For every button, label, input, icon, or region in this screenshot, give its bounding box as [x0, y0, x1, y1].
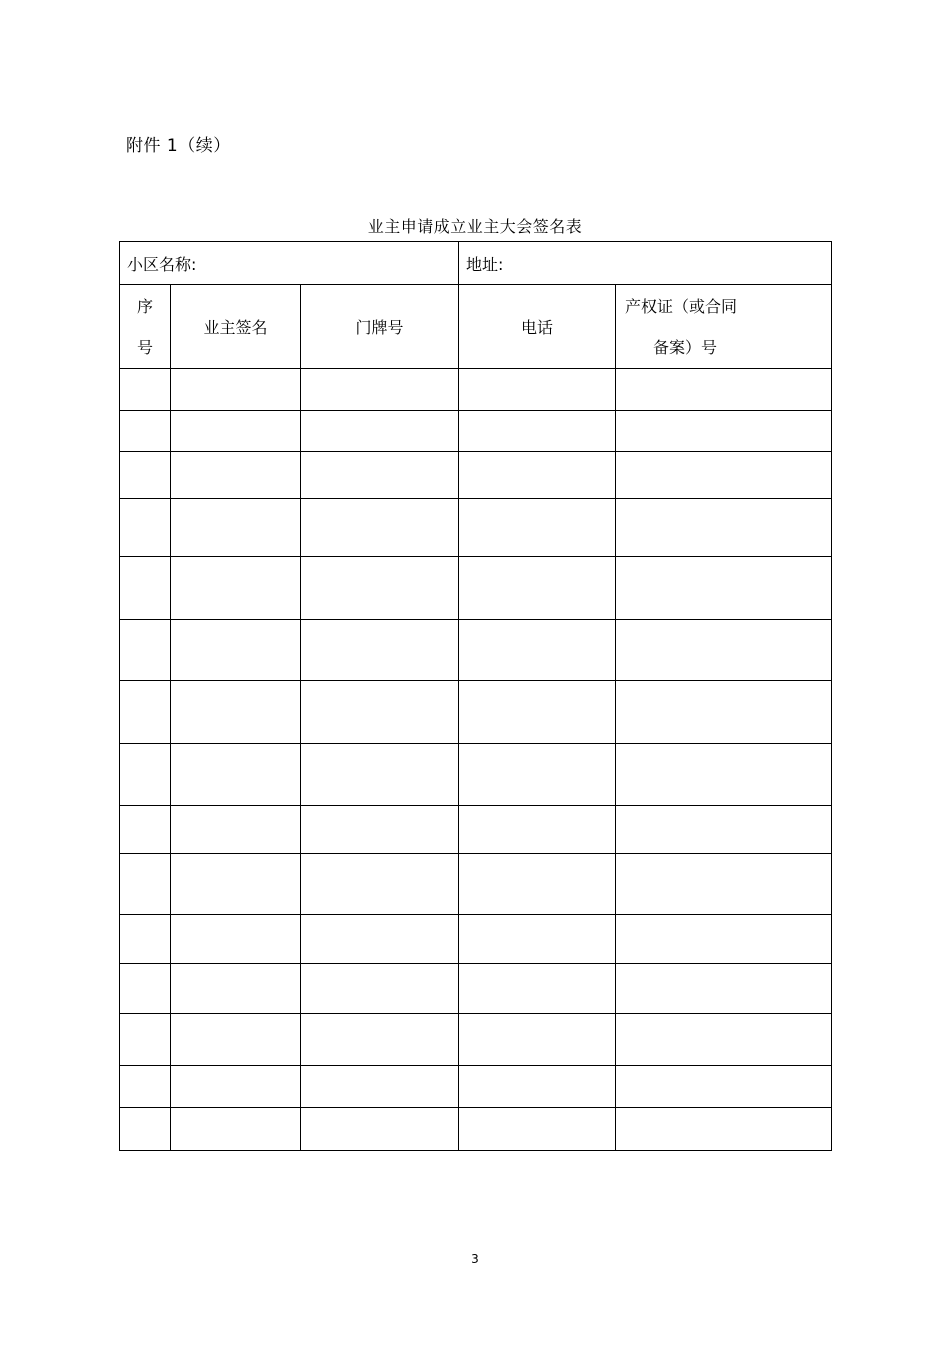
door-number-cell[interactable]	[301, 452, 459, 499]
phone-cell[interactable]	[459, 681, 616, 744]
table-row	[120, 452, 832, 499]
seq-cell[interactable]	[120, 411, 171, 452]
signature-cell[interactable]	[171, 452, 301, 499]
community-name-label: 小区名称:	[127, 254, 197, 274]
certificate-cell[interactable]	[616, 499, 832, 557]
table-row	[120, 964, 832, 1014]
certificate-header-line1: 产权证（或合同	[625, 296, 738, 316]
phone-cell[interactable]	[459, 964, 616, 1014]
table-row	[120, 1108, 832, 1151]
phone-cell[interactable]	[459, 499, 616, 557]
certificate-cell[interactable]	[616, 964, 832, 1014]
certificate-cell[interactable]	[616, 620, 832, 681]
signature-cell[interactable]	[171, 557, 301, 620]
column-header-door-number: 门牌号	[301, 285, 459, 369]
seq-cell[interactable]	[120, 1108, 171, 1151]
certificate-cell[interactable]	[616, 1066, 832, 1108]
door-number-cell[interactable]	[301, 369, 459, 411]
signature-cell[interactable]	[171, 915, 301, 964]
seq-cell[interactable]	[120, 806, 171, 854]
certificate-cell[interactable]	[616, 1108, 832, 1151]
door-number-cell[interactable]	[301, 915, 459, 964]
table-row	[120, 369, 832, 411]
header-row	[120, 285, 832, 369]
certificate-cell[interactable]	[616, 411, 832, 452]
attachment-label: 附件 1（续）	[126, 136, 231, 156]
column-header-owner-signature: 业主签名	[171, 285, 301, 369]
column-header-certificate	[616, 285, 832, 369]
phone-cell[interactable]	[459, 806, 616, 854]
table-row	[120, 681, 832, 744]
seq-header-line1: 序	[136, 296, 153, 316]
phone-cell[interactable]	[459, 1108, 616, 1151]
column-header-phone: 电话	[459, 285, 616, 369]
signature-cell[interactable]	[171, 806, 301, 854]
signature-cell[interactable]	[171, 1108, 301, 1151]
seq-cell[interactable]	[120, 499, 171, 557]
table-row	[120, 806, 832, 854]
phone-cell[interactable]	[459, 854, 616, 915]
door-number-cell[interactable]	[301, 681, 459, 744]
signature-cell[interactable]	[171, 1014, 301, 1066]
phone-cell[interactable]	[459, 411, 616, 452]
seq-header-line2: 号	[136, 337, 153, 357]
signature-cell[interactable]	[171, 1066, 301, 1108]
form-title: 业主申请成立业主大会签名表	[367, 217, 583, 236]
seq-cell[interactable]	[120, 915, 171, 964]
phone-cell[interactable]	[459, 557, 616, 620]
seq-cell[interactable]	[120, 1014, 171, 1066]
seq-cell[interactable]	[120, 557, 171, 620]
door-number-cell[interactable]	[301, 499, 459, 557]
signature-cell[interactable]	[171, 744, 301, 806]
certificate-cell[interactable]	[616, 915, 832, 964]
door-number-cell[interactable]	[301, 557, 459, 620]
address-cell[interactable]	[459, 242, 832, 285]
phone-cell[interactable]	[459, 369, 616, 411]
table-row	[120, 1066, 832, 1108]
door-number-cell[interactable]	[301, 744, 459, 806]
signature-cell[interactable]	[171, 499, 301, 557]
table-row	[120, 411, 832, 452]
seq-cell[interactable]	[120, 452, 171, 499]
phone-cell[interactable]	[459, 620, 616, 681]
certificate-cell[interactable]	[616, 854, 832, 915]
address-label: 地址:	[466, 254, 504, 274]
table-row	[120, 499, 832, 557]
community-name-cell[interactable]	[120, 242, 459, 285]
seq-cell[interactable]	[120, 369, 171, 411]
door-number-cell[interactable]	[301, 411, 459, 452]
certificate-cell[interactable]	[616, 744, 832, 806]
info-row	[120, 242, 832, 285]
phone-cell[interactable]	[459, 1066, 616, 1108]
signature-cell[interactable]	[171, 369, 301, 411]
phone-cell[interactable]	[459, 744, 616, 806]
signature-cell[interactable]	[171, 854, 301, 915]
page-number: 3	[471, 1252, 479, 1266]
certificate-cell[interactable]	[616, 681, 832, 744]
signature-cell[interactable]	[171, 411, 301, 452]
door-number-cell[interactable]	[301, 620, 459, 681]
phone-cell[interactable]	[459, 452, 616, 499]
seq-cell[interactable]	[120, 964, 171, 1014]
door-number-cell[interactable]	[301, 1066, 459, 1108]
signature-cell[interactable]	[171, 964, 301, 1014]
certificate-cell[interactable]	[616, 452, 832, 499]
signature-table	[119, 241, 832, 1151]
table-row	[120, 620, 832, 681]
seq-cell[interactable]	[120, 854, 171, 915]
seq-cell[interactable]	[120, 681, 171, 744]
phone-cell[interactable]	[459, 915, 616, 964]
certificate-header-line2: 备案）号	[653, 337, 718, 357]
signature-cell[interactable]	[171, 681, 301, 744]
signature-cell[interactable]	[171, 620, 301, 681]
door-number-cell[interactable]	[301, 964, 459, 1014]
seq-cell[interactable]	[120, 744, 171, 806]
door-number-cell[interactable]	[301, 806, 459, 854]
certificate-cell[interactable]	[616, 557, 832, 620]
table-row	[120, 915, 832, 964]
table-row	[120, 1014, 832, 1066]
table-row	[120, 557, 832, 620]
column-header-seq	[120, 285, 171, 369]
certificate-cell[interactable]	[616, 1014, 832, 1066]
certificate-cell[interactable]	[616, 806, 832, 854]
table-row	[120, 854, 832, 915]
seq-cell[interactable]	[120, 1066, 171, 1108]
door-number-cell[interactable]	[301, 1014, 459, 1066]
phone-cell[interactable]	[459, 1014, 616, 1066]
door-number-cell[interactable]	[301, 854, 459, 915]
door-number-cell[interactable]	[301, 1108, 459, 1151]
certificate-cell[interactable]	[616, 369, 832, 411]
table-row	[120, 744, 832, 806]
seq-cell[interactable]	[120, 620, 171, 681]
